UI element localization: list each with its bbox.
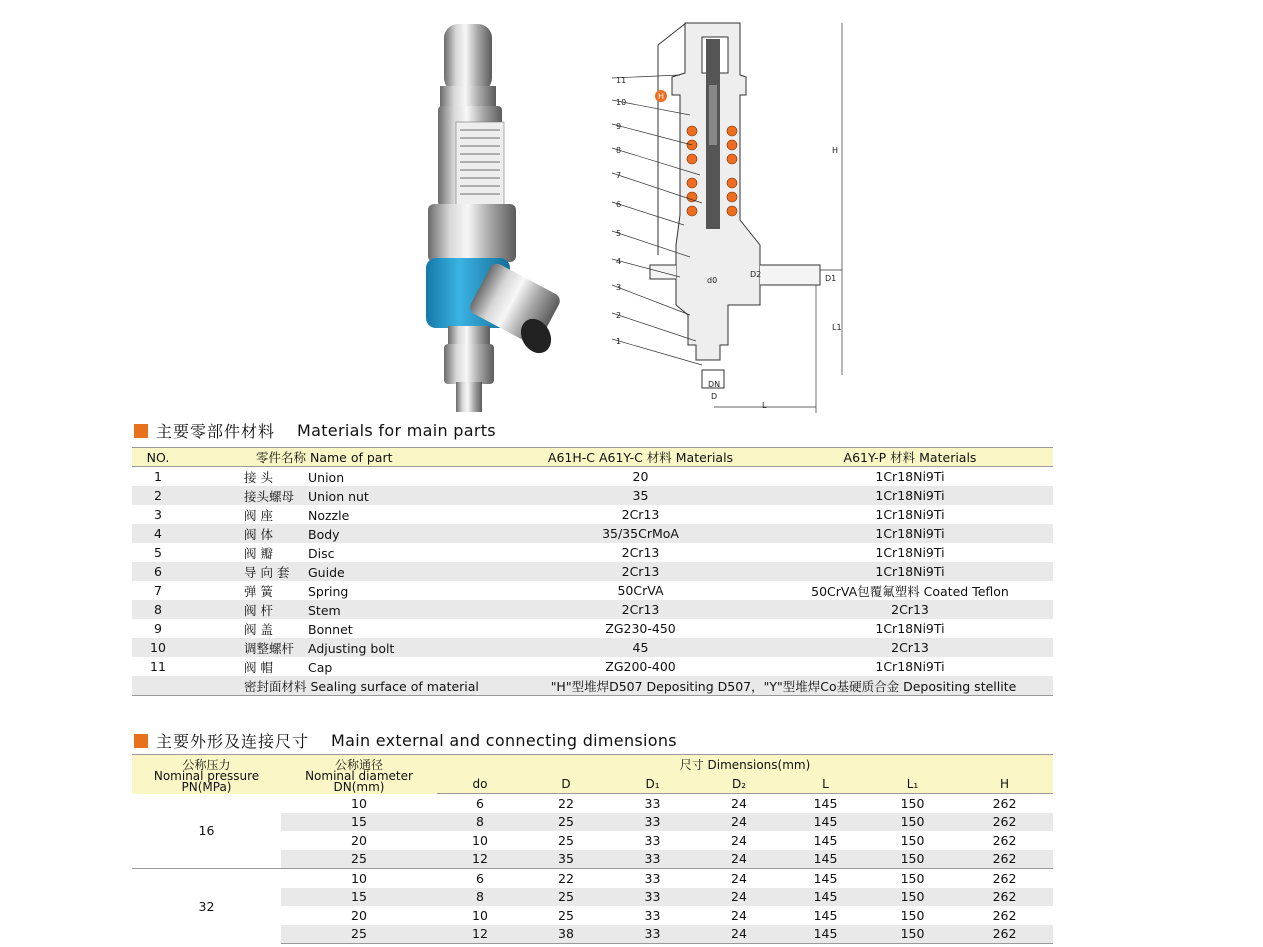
header-pn: [132, 755, 281, 794]
materials-title-cn: 主要零部件材料: [156, 422, 276, 441]
pn-value: 32: [132, 869, 281, 944]
header-dim-col: do: [437, 775, 523, 794]
material-c: 2Cr13: [621, 507, 660, 522]
dim-value: 145: [782, 925, 869, 944]
dn-value: 20: [351, 907, 367, 923]
part-name: [184, 524, 514, 543]
dim-value: 24: [696, 850, 782, 869]
materials-body: [132, 467, 1053, 696]
dimensions-section-title: [134, 729, 677, 752]
callout-11: 11: [616, 76, 627, 85]
part-name: [184, 562, 514, 581]
material-c: ZG230-450: [605, 621, 676, 636]
dimensions-table: [132, 754, 1053, 944]
dim-value: 10: [472, 907, 488, 923]
dimensions-title-cn: 主要外形及连接尺寸: [156, 732, 310, 751]
callout-4: 4: [616, 257, 622, 266]
dim-value: 262: [956, 813, 1053, 832]
material-c: 45: [514, 638, 767, 657]
header-dn: [281, 755, 437, 794]
table-row: [132, 869, 1053, 888]
part-name-cn: 阀 瓣: [244, 545, 273, 561]
dim-value: 33: [609, 813, 696, 832]
dim-value: 145: [782, 850, 869, 869]
dim-value: 145: [782, 813, 869, 832]
part-name-cn: 阀 盖: [244, 621, 273, 637]
dim-value: 38: [523, 925, 609, 944]
part-number: 2: [132, 486, 184, 505]
dim-value: 25: [558, 907, 574, 923]
part-name-en: Adjusting bolt: [308, 640, 395, 656]
dim-value: 24: [696, 888, 782, 907]
material-p: 1Cr18Ni9Ti: [875, 545, 945, 560]
header-dn-cn: 公称通径: [334, 757, 383, 772]
table-row: [132, 467, 1053, 487]
table-row: [132, 581, 1053, 600]
dim-value: 33: [609, 869, 696, 888]
part-name-en: Union: [308, 469, 345, 485]
table-row: [132, 524, 1053, 543]
material-c: 2Cr13: [514, 600, 767, 619]
callout-8: 8: [616, 146, 622, 155]
pn-value: 16: [132, 794, 281, 869]
part-name-en: Cap: [308, 659, 333, 675]
dim-value: 6: [476, 795, 484, 811]
material-c: 20: [632, 469, 649, 484]
part-number: 6: [132, 562, 184, 581]
part-number: 8: [132, 600, 184, 619]
callout-5: 5: [616, 229, 622, 238]
dim-value: 150: [869, 850, 956, 869]
part-name-en: Spring: [308, 583, 349, 599]
part-number: 5: [154, 545, 162, 560]
dim-value: 150: [869, 925, 956, 944]
dim-value: 145: [782, 869, 869, 888]
dim-value: 25: [558, 832, 574, 848]
part-number: 4: [132, 524, 184, 543]
dim-value: 262: [992, 795, 1017, 811]
materials-table: [132, 447, 1053, 696]
material-p: 1Cr18Ni9Ti: [875, 621, 945, 636]
dimensions-body: [132, 794, 1053, 944]
callout-10: 10: [616, 98, 627, 107]
part-name-en: Body: [308, 526, 340, 542]
dim-d1: D1: [825, 274, 837, 283]
callout-2: 2: [616, 311, 622, 320]
dim-d2: D2: [750, 270, 762, 279]
part-name: [184, 581, 514, 600]
part-name: [184, 505, 514, 524]
dim-value: 262: [992, 907, 1017, 923]
part-name-en: Disc: [308, 545, 335, 561]
header-dim-col: D: [523, 775, 609, 794]
header-dimensions: 尺寸 Dimensions(mm): [437, 755, 1053, 776]
header-pn-en: Nominal pressure: [153, 768, 260, 783]
dim-value: 33: [609, 925, 696, 944]
table-row: [132, 505, 1053, 524]
part-number: 1: [154, 469, 162, 484]
dim-value: 24: [696, 925, 782, 944]
dn-value: 10: [351, 795, 367, 811]
dim-l: L: [762, 401, 767, 410]
dim-d: D: [711, 392, 718, 401]
table-row: [132, 619, 1053, 638]
material-c: 2Cr13: [514, 562, 767, 581]
header-no: NO.: [132, 448, 184, 467]
part-name: [184, 657, 514, 676]
part-name-en: Stem: [308, 602, 341, 618]
dim-value: 33: [609, 850, 696, 869]
material-p: 1Cr18Ni9Ti: [875, 469, 945, 484]
part-name-cn: 接 头: [244, 469, 273, 485]
table-row: [132, 562, 1053, 581]
dim-value: 262: [956, 888, 1053, 907]
part-name-cn: 阀 杆: [244, 602, 273, 618]
dim-value: 145: [813, 795, 838, 811]
part-name-cn: 调整螺杆: [244, 640, 295, 656]
dim-value: 33: [644, 795, 661, 811]
callout-3: 3: [616, 283, 622, 292]
dim-value: 12: [437, 850, 523, 869]
dim-value: 150: [900, 832, 925, 848]
material-c: 50CrVA: [617, 583, 664, 598]
part-name: [184, 619, 514, 638]
dim-value: 145: [813, 832, 838, 848]
dim-value: 22: [523, 869, 609, 888]
dim-value: 24: [696, 813, 782, 832]
material-p: 1Cr18Ni9Ti: [767, 524, 1053, 543]
callout-7: 7: [616, 171, 622, 180]
dim-value: 150: [869, 813, 956, 832]
part-name-cn: 阀 座: [244, 507, 273, 523]
material-c: 35: [514, 486, 767, 505]
dim-value: 33: [644, 907, 661, 923]
dim-value: 150: [900, 907, 925, 923]
valve-section-drawing: [610, 15, 865, 415]
dim-value: 12: [437, 925, 523, 944]
part-number: 10: [132, 638, 184, 657]
dim-value: 145: [782, 888, 869, 907]
part-name: [184, 543, 514, 562]
callout-9: 9: [616, 122, 622, 131]
dim-value: 33: [609, 888, 696, 907]
dim-value: 24: [731, 795, 747, 811]
dim-d0: d0: [707, 276, 718, 285]
part-name-en: Guide: [308, 564, 345, 580]
dim-value: 24: [731, 907, 747, 923]
header-dim-col: L₁: [869, 775, 956, 794]
dn-value: 25: [281, 925, 437, 944]
table-row: [132, 543, 1053, 562]
dim-value: 25: [523, 813, 609, 832]
part-name-cn: 导 向 套: [244, 564, 290, 580]
material-p: 1Cr18Ni9Ti: [767, 562, 1053, 581]
orange-square-icon: [134, 424, 148, 438]
dn-value: 20: [351, 832, 367, 848]
dim-value: 22: [558, 795, 574, 811]
orange-square-icon: [134, 734, 148, 748]
dn-value: 15: [281, 888, 437, 907]
sealing-no: [132, 676, 184, 696]
part-name: [184, 600, 514, 619]
dim-value: 262: [992, 832, 1017, 848]
part-name: [184, 486, 514, 505]
material-p: 50CrVA包覆氟塑料 Coated Teflon: [811, 583, 1009, 599]
dim-value: 145: [813, 907, 838, 923]
material-p: 2Cr13: [767, 600, 1053, 619]
dim-value: 24: [731, 832, 747, 848]
material-c: 35/35CrMoA: [514, 524, 767, 543]
material-p: 2Cr13: [767, 638, 1053, 657]
dimensions-title-en: Main external and connecting dimensions: [331, 731, 677, 750]
dim-value: 6: [437, 869, 523, 888]
callout-1: 1: [616, 337, 622, 346]
dim-value: 35: [523, 850, 609, 869]
dim-value: 25: [523, 888, 609, 907]
dim-value: 150: [869, 888, 956, 907]
part-number: 7: [154, 583, 162, 598]
table-row: [132, 638, 1053, 657]
materials-title-en: Materials for main parts: [297, 421, 496, 440]
sealing-label: 密封面材料 Sealing surface of material: [184, 676, 514, 696]
table-row: [132, 486, 1053, 505]
material-c: 2Cr13: [621, 545, 660, 560]
material-p: 1Cr18Ni9Ti: [875, 507, 945, 522]
header-part: 零件名称 Name of part: [184, 448, 514, 467]
dim-value: 262: [956, 850, 1053, 869]
header-dn-en: Nominal diameter: [305, 768, 413, 783]
material-c: ZG200-400: [605, 659, 676, 674]
dn-value: 15: [281, 813, 437, 832]
table-row: [132, 600, 1053, 619]
dim-dn: DN: [708, 380, 721, 389]
part-name-cn: 阀 帽: [244, 659, 273, 675]
part-number: 3: [154, 507, 162, 522]
part-name-cn: 阀 体: [244, 526, 273, 542]
part-name: [184, 638, 514, 657]
dim-l1: L1: [832, 323, 842, 332]
header-material-p: A61Y-P 材料 Materials: [767, 448, 1053, 467]
sealing-value: "H"型堆焊D507 Depositing D507，"Y"型堆焊Co基硬质合金 Depositing stellite: [514, 676, 1053, 696]
part-name-en: Bonnet: [308, 621, 353, 637]
dim-value: 33: [644, 832, 661, 848]
header-pn-unit: PN(MPa): [181, 779, 232, 794]
dim-value: 262: [956, 925, 1053, 944]
dn-value: 25: [281, 850, 437, 869]
dim-value: 8: [437, 888, 523, 907]
dim-h: H: [832, 146, 839, 155]
dim-value: 8: [437, 813, 523, 832]
part-name: [184, 467, 514, 487]
header-material-c: A61H-C A61Y-C 材料 Materials: [514, 448, 767, 467]
table-row: [132, 657, 1053, 676]
header-dim-col: D₁: [609, 775, 696, 794]
material-p: 1Cr18Ni9Ti: [767, 486, 1053, 505]
h-marker-label: H: [657, 92, 665, 101]
header-dim-col: D₂: [696, 775, 782, 794]
materials-section-title: [134, 419, 496, 442]
dim-value: 24: [696, 869, 782, 888]
valve-photo: [410, 18, 570, 418]
header-pn-cn: 公称压力: [182, 757, 231, 772]
part-number: 11: [150, 659, 166, 674]
material-p: 1Cr18Ni9Ti: [875, 659, 945, 674]
header-dim-col: L: [782, 775, 869, 794]
sealing-row: [132, 676, 1053, 696]
part-number: 9: [154, 621, 162, 636]
callout-6: 6: [616, 200, 622, 209]
dn-value: 10: [281, 869, 437, 888]
dim-value: 150: [900, 795, 925, 811]
part-name-en: Nozzle: [308, 507, 350, 523]
dim-value: 10: [472, 832, 488, 848]
header-dim-col: H: [956, 775, 1053, 794]
part-name-cn: 弹 簧: [244, 583, 273, 599]
part-name-cn: 接头螺母: [244, 488, 295, 504]
dim-value: 262: [956, 869, 1053, 888]
table-row: [132, 794, 1053, 813]
dim-value: 150: [869, 869, 956, 888]
part-name-en: Union nut: [308, 488, 369, 504]
header-dn-unit: DN(mm): [333, 779, 385, 794]
